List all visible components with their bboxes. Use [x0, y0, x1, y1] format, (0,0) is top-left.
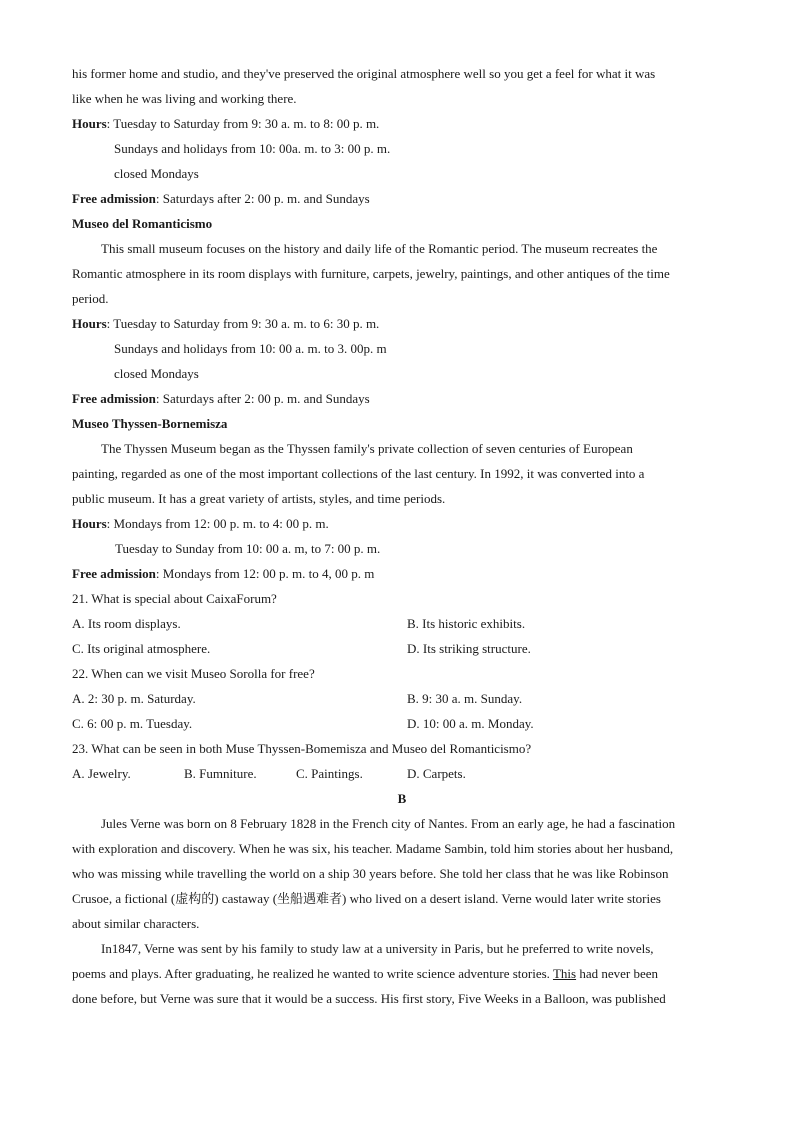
hours-line: closed Mondays: [114, 166, 199, 181]
text-line: his former home and studio, and they've preserved the original atmosphere well so you get a feel for what it was: [72, 66, 656, 81]
hours-line: [72, 111, 732, 136]
option-d: D. Its striking structure.: [407, 641, 531, 656]
hours-label: Hours: [72, 516, 107, 531]
free-admission-line: [72, 386, 732, 411]
options-row: [72, 686, 732, 711]
hours-line: [72, 311, 732, 336]
museum-title: Museo del Romanticismo: [72, 216, 213, 231]
hours-text: : Tuesday to Saturday from 9: 30 a. m. to 6: 30 p. m.: [106, 316, 380, 331]
free-admission-label: Free admission: [72, 191, 156, 206]
text-line: with exploration and discovery. When he was six, his teacher. Madame Sambin, told him stories about her husband,: [72, 841, 674, 856]
options-row: [72, 611, 732, 636]
text-line: done before, but Verne was sure that it would be a success. His first story, Five Weeks in a Balloon, was published: [72, 991, 666, 1006]
option-c: C. Paintings.: [296, 766, 363, 781]
section-heading: B: [397, 791, 407, 806]
free-admission-label: Free admission: [72, 566, 156, 581]
options-row: [72, 761, 732, 786]
free-admission-text: : Saturdays after 2: 00 p. m. and Sundays: [155, 191, 370, 206]
text-line: poems and plays. After graduating, he realized he wanted to write science adventure stories. This had never been: [72, 966, 659, 981]
text-line: painting, regarded as one of the most important collections of the last century. In 1992, it was converted into a: [72, 466, 645, 481]
question-stem: 23. What can be seen in both Muse Thyssen-Bomemisza and Museo del Romanticismo?: [72, 741, 532, 756]
option-c: C. Its original atmosphere.: [72, 641, 211, 656]
free-admission-label: Free admission: [72, 391, 156, 406]
option-b: B. Its historic exhibits.: [407, 616, 526, 631]
hours-label: Hours: [72, 116, 107, 131]
text-line: In1847, Verne was sent by his family to study law at a university in Paris, but he preferred to write novels,: [101, 941, 654, 956]
option-c: C. 6: 00 p. m. Tuesday.: [72, 716, 193, 731]
hours-line: Sundays and holidays from 10: 00 a. m. to 3. 00p. m: [114, 341, 387, 356]
hours-label: Hours: [72, 316, 107, 331]
text-line: like when he was living and working there.: [72, 91, 297, 106]
text-line: Romantic atmosphere in its room displays with furniture, carpets, jewelry, paintings, and other antiques of the time: [72, 266, 670, 281]
document-page: [72, 61, 732, 1011]
text-line: Jules Verne was born on 8 February 1828 in the French city of Nantes. From an early age, he had a fascination: [101, 816, 676, 831]
hours-line: Sundays and holidays from 10: 00a. m. to 3: 00 p. m.: [114, 141, 391, 156]
text-line: The Thyssen Museum began as the Thyssen family's private collection of seven centuries of European: [101, 441, 633, 456]
text-line: about similar characters.: [72, 916, 200, 931]
free-admission-text: : Saturdays after 2: 00 p. m. and Sundays: [155, 391, 370, 406]
hours-line: [72, 511, 732, 536]
text-line: who was missing while travelling the world on a ship 30 years before. She told her class that he was like Robinson: [72, 866, 669, 881]
option-a: A. 2: 30 p. m. Saturday.: [72, 691, 196, 706]
question-stem: 21. What is special about CaixaForum?: [72, 591, 277, 606]
hours-text: : Tuesday to Saturday from 9: 30 a. m. to 8: 00 p. m.: [106, 116, 380, 131]
options-row: [72, 636, 732, 661]
option-b: B. 9: 30 a. m. Sunday.: [407, 691, 523, 706]
option-b: B. Fumniture.: [184, 766, 257, 781]
underlined-word: This: [552, 966, 577, 981]
free-admission-line: [72, 186, 732, 211]
text-line: period.: [72, 291, 109, 306]
hours-line: Tuesday to Sunday from 10: 00 a. m, to 7: 00 p. m.: [115, 541, 381, 556]
free-admission-line: [72, 561, 732, 586]
option-a: A. Jewelry.: [72, 766, 131, 781]
museum-title: Museo Thyssen-Bornemisza: [72, 416, 228, 431]
option-a: A. Its room displays.: [72, 616, 181, 631]
text-line: Crusoe, a fictional (虚构的) castaway (坐船遇难者) who lived on a desert island. Verne would later write stories: [72, 891, 661, 906]
hours-line: closed Mondays: [114, 366, 199, 381]
hours-text: : Mondays from 12: 00 p. m. to 4: 00 p. m.: [106, 516, 329, 531]
text-line: public museum. It has a great variety of artists, styles, and time periods.: [72, 491, 446, 506]
text-line: This small museum focuses on the history and daily life of the Romantic period. The museum recreates the: [101, 241, 658, 256]
free-admission-text: : Mondays from 12: 00 p. m. to 4, 00 p. m: [155, 566, 375, 581]
options-row: [72, 711, 732, 736]
question-stem: 22. When can we visit Museo Sorolla for free?: [72, 666, 315, 681]
option-d: D. 10: 00 a. m. Monday.: [407, 716, 534, 731]
option-d: D. Carpets.: [407, 766, 466, 781]
